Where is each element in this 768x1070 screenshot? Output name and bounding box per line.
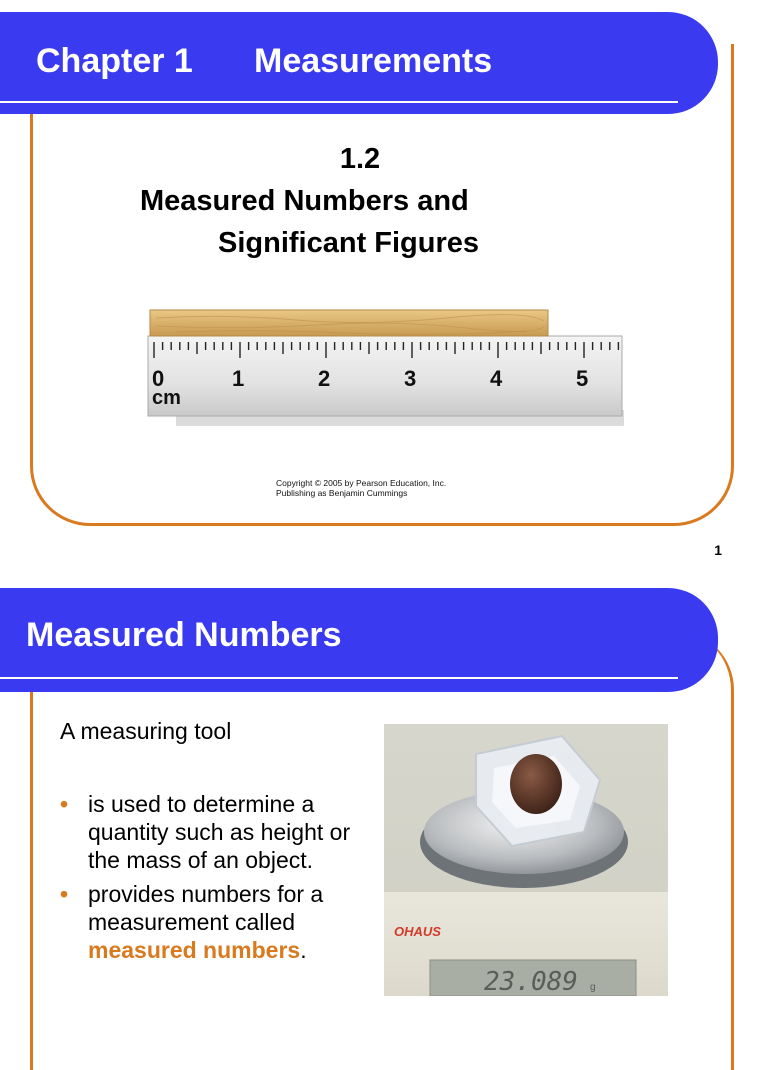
slide-1-title-chapter: Chapter 1	[36, 42, 193, 80]
bullet-list	[60, 790, 360, 970]
bullet-icon: •	[60, 791, 69, 817]
scale-photo	[384, 724, 668, 996]
bullet-text-after: .	[300, 937, 307, 963]
slide-1-heading-line2: Significant Figures	[218, 227, 480, 259]
ruler-label-0: 0	[152, 366, 165, 391]
list-item	[60, 790, 360, 874]
list-item	[60, 880, 360, 964]
ruler-unit: cm	[152, 387, 181, 409]
intro-text: A measuring tool	[60, 718, 232, 744]
highlight-term: measured numbers	[88, 937, 301, 963]
slide-1-title-rule	[0, 101, 678, 103]
ruler-label-1: 1	[232, 366, 245, 391]
ruler-body	[148, 336, 622, 416]
scale-reading: 23.089	[484, 967, 578, 996]
copyright-line-1: Copyright © 2005 by Pearson Education, Inc.	[276, 478, 447, 488]
ruler-label-3: 3	[404, 366, 417, 391]
ruler-illustration	[146, 306, 632, 430]
copyright-line-2: Publishing as Benjamin Cummings	[276, 488, 408, 498]
scale-unit: g	[590, 982, 596, 993]
slide-1-frame	[30, 44, 734, 526]
ruler-label-4: 4	[490, 366, 503, 391]
slide-1-title-topic: Measurements	[254, 42, 493, 80]
slide-number: 1	[714, 542, 722, 558]
ruler-label-2: 2	[318, 366, 331, 391]
copyright-notice	[276, 478, 446, 498]
bullet-text: is used to determine a quantity such as height or the mass of an object.	[88, 791, 351, 873]
bullet-icon: •	[60, 881, 69, 907]
slide-2-title-rule	[0, 677, 678, 679]
scale-brand: OHAUS	[394, 924, 441, 939]
bullet-text-before: provides numbers for a measurement called	[88, 881, 324, 935]
chocolate-sample	[510, 754, 562, 814]
slide-2-title: Measured Numbers	[26, 616, 342, 654]
slide-1-heading-line1: Measured Numbers and	[140, 185, 469, 217]
section-number: 1.2	[339, 143, 381, 175]
ruler-label-5: 5	[576, 366, 589, 391]
